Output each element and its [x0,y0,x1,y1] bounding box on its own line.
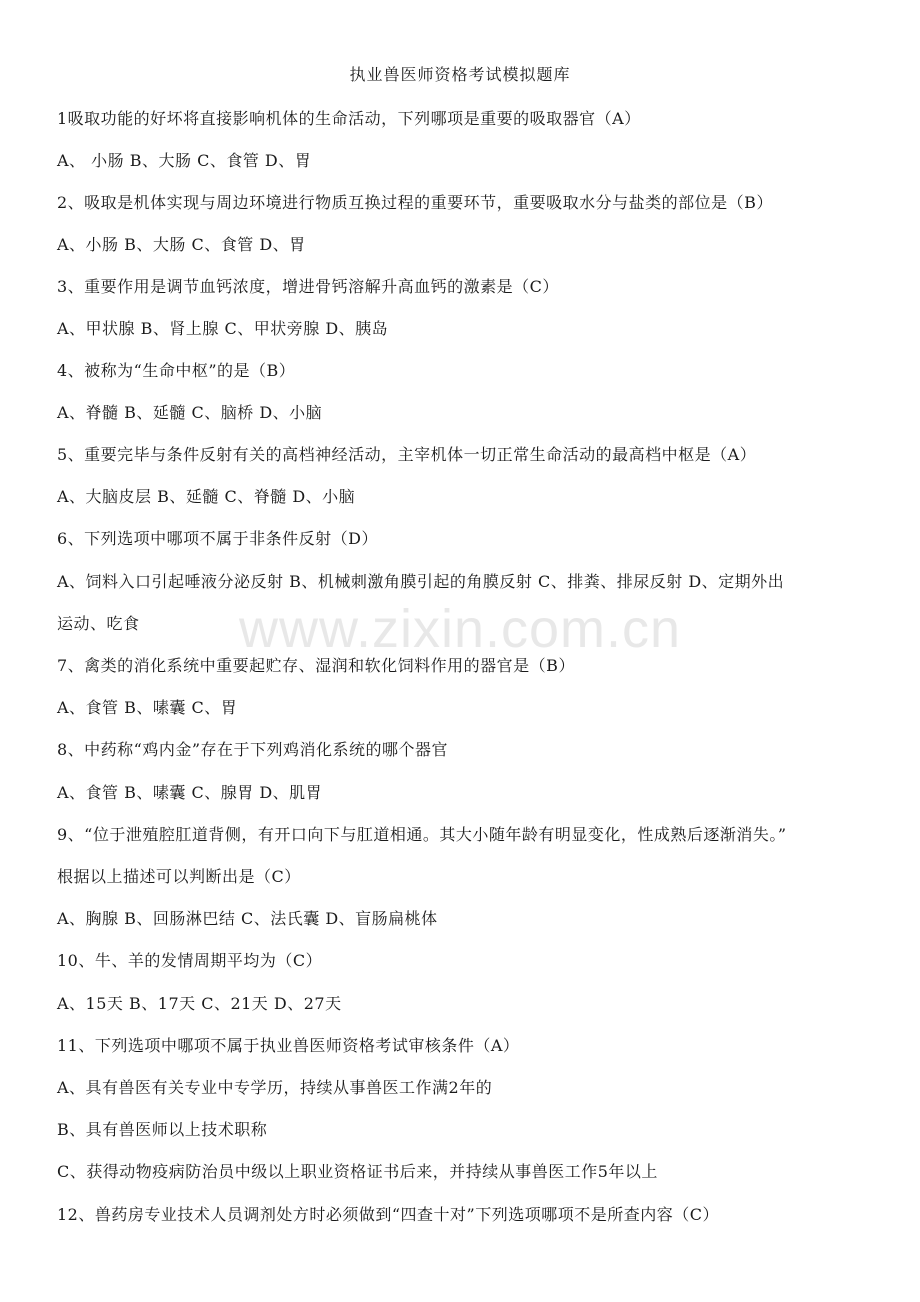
question-11-option-c: C、获得动物疫病防治员中级以上职业资格证书后来，并持续从事兽医工作5年以上 [57,1162,658,1181]
question-9: 9、“位于泄殖腔肛道背侧，有开口向下与肛道相通。其大小随年龄有明显变化，性成熟后逐渐消失。” [57,825,787,844]
question-2-options: A、小肠 B、大肠 C、食管 D、胃 [57,235,306,254]
question-9-cont: 根据以上描述可以判断出是（C） [57,867,301,886]
question-12: 12、兽药房专业技术人员调剂处方时必须做到“四查十对”下列选项哪项不是所查内容（C） [57,1205,719,1224]
question-5: 5、重要完毕与条件反射有关的高档神经活动，主宰机体一切正常生命活动的最高档中枢是（A） [57,445,757,464]
question-11: 11、下列选项中哪项不属于执业兽医师资格考试审核条件（A） [57,1036,520,1055]
question-3: 3、重要作用是调节血钙浓度，增进骨钙溶解升高血钙的激素是（C） [57,277,559,296]
question-3-options: A、甲状腺 B、肾上腺 C、甲状旁腺 D、胰岛 [57,319,389,338]
question-11-option-a: A、具有兽医有关专业中专学历，持续从事兽医工作满2年的 [57,1078,493,1097]
question-2: 2、吸取是机体实现与周边环境进行物质互换过程的重要环节，重要吸取水分与盐类的部位是（B） [57,193,773,212]
question-6-options: A、饲料入口引起唾液分泌反射 B、机械刺激角膜引起的角膜反射 C、排粪、排尿反射 D、定期外出 [57,572,785,591]
document-title: 执业兽医师资格考试模拟题库 [349,65,571,84]
question-1: 1吸取功能的好坏将直接影响机体的生命活动，下列哪项是重要的吸取器官（A） [57,109,641,128]
question-7-options: A、食管 B、嗉囊 C、胃 [57,698,238,717]
question-11-option-b: B、具有兽医师以上技术职称 [57,1120,268,1139]
question-8: 8、中药称“鸡内金”存在于下列鸡消化系统的哪个器官 [57,740,449,759]
question-6: 6、下列选项中哪项不属于非条件反射（D） [57,529,379,548]
question-9-options: A、胸腺 B、回肠淋巴结 C、法氏囊 D、盲肠扁桃体 [57,909,438,928]
question-6-options-cont: 运动、吃食 [57,614,140,633]
question-10: 10、牛、羊的发情周期平均为（C） [57,951,323,970]
question-7: 7、禽类的消化系统中重要起贮存、湿润和软化饲料作用的器官是（B） [57,656,575,675]
question-4: 4、被称为“生命中枢”的是（B） [57,361,296,380]
question-4-options: A、脊髓 B、延髓 C、脑桥 D、小脑 [57,403,323,422]
question-5-options: A、大脑皮层 B、延髓 C、脊髓 D、小脑 [57,487,356,506]
question-10-options: A、15天 B、17天 C、21天 D、27天 [57,994,342,1013]
question-8-options: A、食管 B、嗉囊 C、腺胃 D、肌胃 [57,783,323,802]
watermark: www.zixin.com.cn [238,599,682,659]
question-1-options: A、 小肠 B、大肠 C、食管 D、胃 [57,151,312,170]
